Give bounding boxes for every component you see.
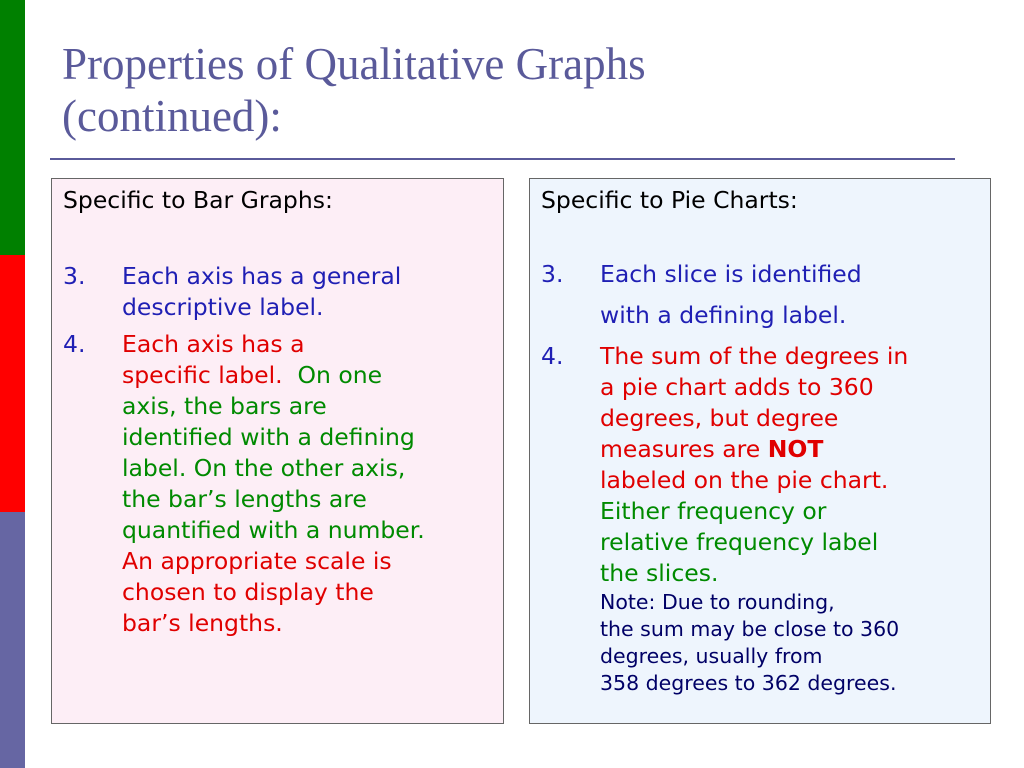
bar-item-4-line-2-green: On one	[297, 361, 383, 389]
pie-item-4-number: 4.	[541, 342, 564, 370]
bar-item-4-line-9: chosen to display the	[122, 578, 374, 606]
pie-item-4-text	[600, 341, 908, 697]
bar-item-4-line-7: quantified with a number.	[122, 516, 425, 544]
bar-item-3-text	[122, 261, 401, 323]
pie-item-4-line-1: The sum of the degrees in	[600, 342, 909, 370]
slide-title	[62, 38, 962, 142]
pie-item-3-line-1: Each slice is identified	[600, 260, 862, 288]
bar-item-4-line-2	[122, 360, 425, 391]
pie-item-4-line-2: a pie chart adds to 360	[600, 373, 874, 401]
pie-item-4-line-4-text: measures are	[600, 435, 761, 463]
bar-item-4-line-3: axis, the bars are	[122, 392, 327, 420]
pie-item-4-line-3: degrees, but degree	[600, 404, 839, 432]
pie-item-3-line-2: with a defining label.	[600, 301, 847, 329]
pie-item-4-line-6: Either frequency or	[600, 497, 827, 525]
bar-graphs-panel	[51, 178, 504, 724]
bar-item-3-line-1: Each axis has a general	[122, 262, 402, 290]
pie-item-3-text	[600, 254, 862, 336]
pie-item-3-number: 3.	[541, 260, 564, 288]
pie-charts-heading: Specific to Pie Charts:	[541, 186, 798, 214]
bar-item-4-text	[122, 329, 425, 639]
pie-item-4-line-7: relative frequency label	[600, 528, 879, 556]
decorative-stripe-green	[0, 0, 25, 255]
pie-note-line-2: the sum may be close to 360	[600, 617, 900, 641]
bar-item-3-line-2: descriptive label.	[122, 293, 324, 321]
pie-note-line-4: 358 degrees to 362 degrees.	[600, 671, 897, 695]
pie-item-4-line-5: labeled on the pie chart.	[600, 466, 889, 494]
pie-note-line-1: Note: Due to rounding,	[600, 590, 835, 614]
pie-item-4-not-emphasis: NOT	[767, 435, 824, 463]
slide-title-line-1: Properties of Qualitative Graphs	[62, 39, 646, 89]
pie-item-4-line-4	[600, 434, 908, 465]
title-divider	[50, 158, 955, 160]
bar-item-4-line-10: bar’s lengths.	[122, 609, 283, 637]
decorative-stripe-red	[0, 255, 25, 512]
bar-item-4-line-2-red: specific label.	[122, 361, 283, 389]
slide-title-line-2: (continued):	[62, 91, 282, 141]
bar-item-4-number: 4.	[63, 330, 86, 358]
bar-item-4-line-4: identified with a defining	[122, 423, 415, 451]
pie-charts-panel	[529, 178, 991, 724]
bar-item-3-number: 3.	[63, 262, 86, 290]
bar-graphs-heading: Specific to Bar Graphs:	[63, 186, 333, 214]
pie-rounding-note	[600, 589, 908, 697]
decorative-stripe-purple	[0, 512, 25, 768]
bar-item-4-line-8: An appropriate scale is	[122, 547, 392, 575]
bar-item-4-line-6: the bar’s lengths are	[122, 485, 367, 513]
pie-item-4-line-8: the slices.	[600, 559, 719, 587]
bar-item-4-line-5: label. On the other axis,	[122, 454, 406, 482]
bar-item-4-line-1: Each axis has a	[122, 330, 305, 358]
pie-note-line-3: degrees, usually from	[600, 644, 823, 668]
